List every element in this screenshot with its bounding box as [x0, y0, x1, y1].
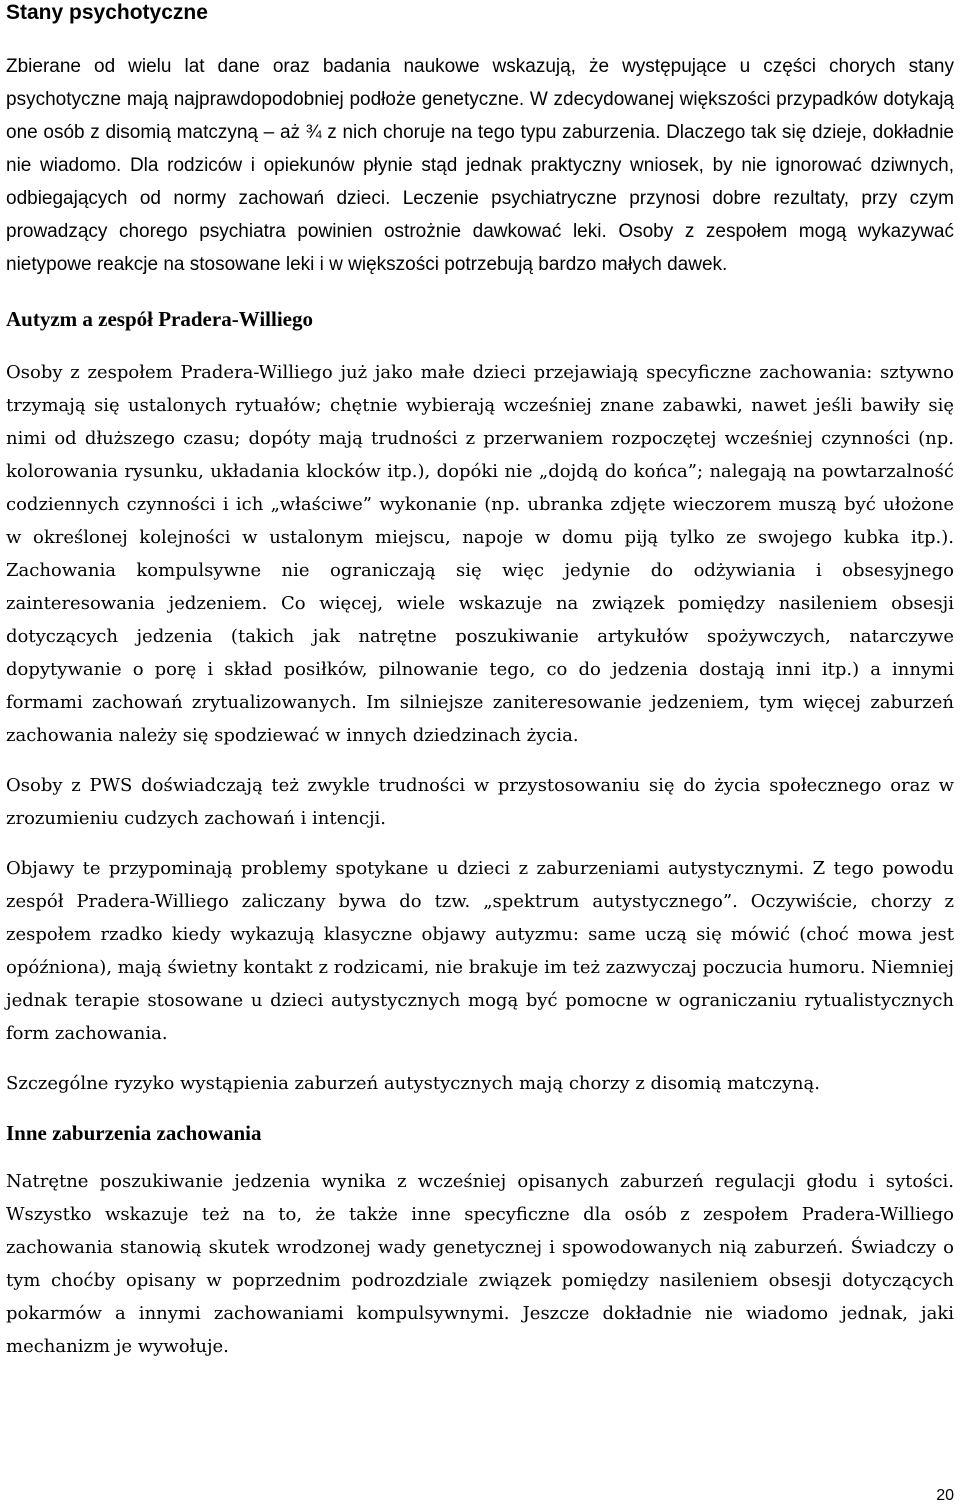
body-paragraph: Szczególne ryzyko wystąpienia zaburzeń autystycznych mają chorzy z disomią matczyną.	[6, 1073, 820, 1094]
body-paragraph: Osoby z zespołem Pradera-Williego już jako małe dzieci przejawiają specyficzne zachowania: sztywno trzymają się ustalonych rytuałów; chętnie wybierają wcześniej znane zabawki, nawet jeśli bawiły się nimi od dłuższego czasu; dopóty mają trudności z przerwaniem rozpoczętej wcześniej czynności (np. kolorowania rysunku, układania klocków itp.), dopóki nie „dojdą do końca”; nalegają na powtarzalność codziennych czynności i ich „właściwe” wykonanie (np. ubranka zdjęte wieczorem muszą być ułożone w określonej kolejności w ustalonym miejscu, napoje w domu piją tylko ze swojego kubka itp.). Zachowania kompulsywne nie ograniczają się więc jedynie do odżywiania i obsesyjnego zainteresowania jedzeniem. Co więcej, wiele wskazuje na związek pomiędzy nasileniem obsesji dotyczących jedzenia (takich jak natrętne poszukiwanie artykułów spożywczych, natarczywe dopytywanie o porę i skład posiłków, pilnowanie tego, co do jedzenia dostają inni itp.) a innymi formami zachowań zrytualizowanych. Im silniejsze zaniteresowanie jedzeniem, tym więcej zaburzeń zachowania należy się spodziewać w innych dziedzinach życia.	[6, 362, 954, 746]
body-paragraph: Objawy te przypominają problemy spotykane u dzieci z zaburzeniami autystycznymi. Z tego powodu zespół Pradera-Williego zaliczany bywa do tzw. „spektrum autystycznego”. Oczywiście, chorzy z zespołem rzadko kiedy wykazują klasyczne objawy autyzmu: same uczą się mówić (choć mowa jest opóźniona), mają świetny kontakt z rodzicami, nie brakuje im też zazwyczaj poczucia humoru. Niemniej jednak terapie stosowane u dzieci autystycznych mogą być pomocne w ograniczaniu rytualistycznych form zachowania.	[6, 858, 954, 1044]
section-heading: Inne zaburzenia zachowania	[6, 1121, 262, 1145]
document-page	[6, 0, 954, 1363]
page-number: 20	[936, 1487, 954, 1504]
section-heading: Stany psychotyczne	[6, 1, 208, 24]
section-other-behaviour	[6, 1120, 954, 1363]
section-autism	[6, 306, 954, 1100]
section-heading: Autyzm a zespół Pradera-Williego	[6, 307, 313, 331]
body-paragraph: Natrętne poszukiwanie jedzenia wynika z wcześniej opisanych zaburzeń regulacji głodu i sytości. Wszystko wskazuje też na to, że także inne specyficzne dla osób z zespołem Pradera-Williego zachowania stanowią skutek wrodzonej wady genetycznej i spowodowanych nią zaburzeń. Świadczy o tym choćby opisany w poprzednim podrozdziale związek pomiędzy nasileniem obsesji dotyczących pokarmów a innymi zachowaniami kompulsywnymi. Jeszcze dokładnie nie wiadomo jednak, jaki mechanizm je wywołuje.	[6, 1171, 954, 1357]
body-paragraph: Zbierane od wielu lat dane oraz badania naukowe wskazują, że występujące u części chorych stany psychotyczne mają najprawdopodobniej podłoże genetyczne. W zdecydowanej większości przypadków dotykają one osób z disomią matczyną – aż ¾ z nich choruje na tego typu zaburzenia. Dlaczego tak się dzieje, dokładnie nie wiadomo. Dla rodziców i opiekunów płynie stąd jednak praktyczny wniosek, by nie ignorować dziwnych, odbiegających od normy zachowań dzieci. Leczenie psychiatryczne przynosi dobre rezultaty, przy czym prowadzący chorego psychiatra powinien ostrożnie dawkować leki. Osoby z zespołem mogą wykazywać nietypowe reakcje na stosowane leki i w większości potrzebują bardzo małych dawek.	[6, 56, 954, 275]
section-psychotic-states	[6, 0, 954, 281]
body-paragraph: Osoby z PWS doświadczają też zwykle trudności w przystosowaniu się do życia społecznego oraz w zrozumieniu cudzych zachowań i intencji.	[6, 775, 954, 829]
